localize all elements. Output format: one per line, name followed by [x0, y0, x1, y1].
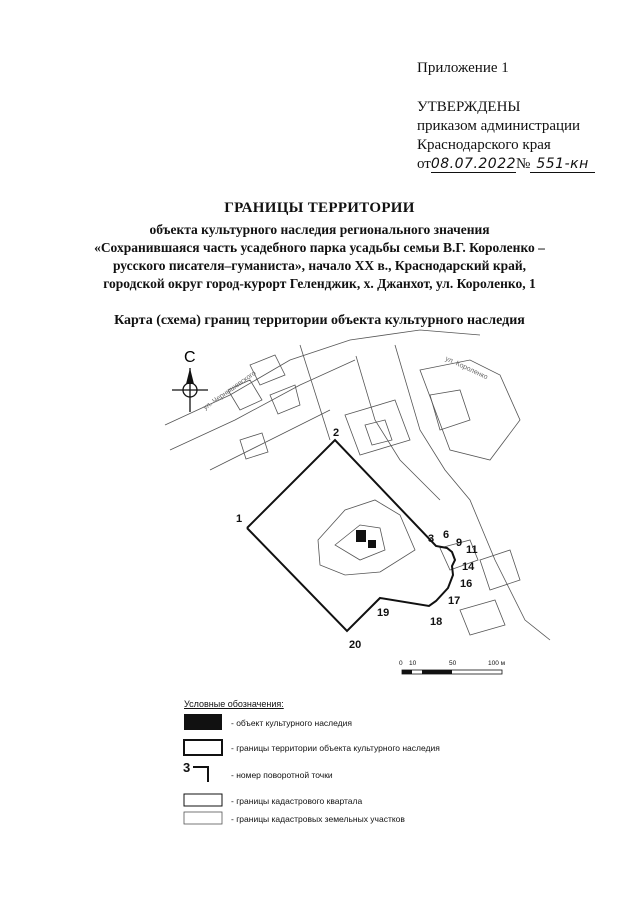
page-title: ГРАНИЦЫ ТЕРРИТОРИИ — [224, 200, 415, 216]
appendix-label: Приложение 1 — [417, 60, 509, 76]
legend-item: - границы кадастрового квартала — [231, 796, 363, 806]
point-label: 9 — [456, 537, 463, 549]
heritage-object-icon — [356, 530, 366, 542]
title-line-2: «Сохранившаяся часть усадебного парка усадьбы семьи В.Г. Короленко – — [94, 240, 545, 255]
legend-item: - объект культурного наследия — [231, 718, 352, 728]
point-label: 1 — [236, 513, 243, 525]
point-label: 18 — [430, 616, 443, 628]
north-label: С — [184, 349, 196, 366]
title-line-4: городской округ город-курорт Геленджик, х. Джанхот, ул. Короленко, 1 — [103, 276, 536, 291]
title-line-3: русского писателя–гуманиста», начало XX в., Краснодарский край, — [112, 258, 527, 273]
handwritten-date: 08.07.2022 — [430, 156, 517, 172]
point-label: 3 — [428, 533, 435, 545]
legend-point-number: 3 — [183, 760, 191, 775]
date-prefix: от — [417, 156, 431, 172]
point-label: 11 — [466, 544, 478, 556]
point-label: 16 — [460, 578, 473, 590]
legend-swatch-object — [184, 714, 222, 730]
approved-label: УТВЕРЖДЕНЫ — [417, 99, 521, 115]
map-title: Карта (схема) границ территории объекта культурного наследия — [114, 313, 525, 328]
point-label: 17 — [448, 595, 461, 607]
street-labels — [202, 355, 489, 411]
scale-label: 50 — [449, 660, 457, 667]
legend-symbols — [183, 714, 222, 824]
legend-item: - границы территории объекта культурного наследия — [231, 743, 440, 753]
legend-title: Условные обозначения: — [184, 699, 284, 709]
scale-label: 100 м — [488, 660, 506, 667]
point-label: 6 — [443, 529, 450, 541]
point-label: 2 — [333, 427, 340, 439]
number-prefix: № — [516, 156, 531, 172]
point-label: 19 — [377, 607, 390, 619]
street-chernyshevskogo: ул. Чернышевского — [202, 369, 258, 412]
legend-swatch-quarter — [184, 794, 222, 806]
title-line-1: объекта культурного наследия регионального значения — [149, 222, 490, 237]
cadastral-lines — [165, 330, 550, 640]
north-arrow-icon — [172, 349, 208, 412]
scale-label: 10 — [409, 660, 417, 667]
territory-boundary — [247, 440, 455, 631]
legend-item: - границы кадастровых земельных участков — [231, 814, 405, 824]
handwritten-number: 551-кн — [530, 156, 594, 173]
point-label: 20 — [349, 639, 362, 651]
point-label: 14 — [462, 561, 475, 573]
legend-swatch-parcels — [184, 812, 222, 824]
street-korolenko: ул. Короленко — [444, 355, 489, 382]
order-line-1: приказом администрации — [417, 118, 581, 134]
legend-point-symbol — [193, 767, 208, 782]
heritage-object-icon — [368, 540, 376, 548]
legend-item: - номер поворотной точки — [231, 770, 333, 780]
legend-swatch-territory — [184, 740, 222, 755]
scale-bar — [399, 660, 506, 674]
scale-label: 0 — [399, 660, 403, 667]
order-line-2: Краснодарского края — [417, 137, 551, 153]
